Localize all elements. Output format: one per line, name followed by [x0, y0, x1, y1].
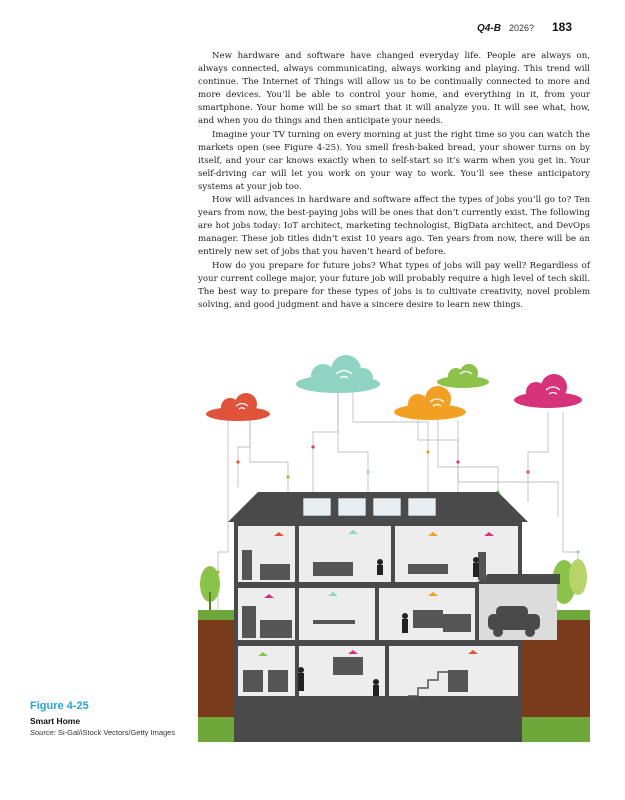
cloud-pink-icon: [514, 374, 582, 408]
smart-home-illustration: [198, 352, 590, 742]
page-number: 183: [551, 20, 572, 34]
figure-number: Figure 4-25: [30, 700, 89, 712]
running-header: [477, 20, 572, 34]
figure-caption: [30, 700, 180, 737]
cloud-teal-icon: [296, 355, 380, 393]
source-text: Si-Gal/iStock Vectors/Getty Images: [57, 728, 176, 737]
source-label: Source:: [30, 728, 56, 737]
section-label: Q4-B: [477, 23, 501, 34]
paragraph-3: How will advances in hardware and software affect the types of jobs you’ll go to? Ten years from now, the best-paying jobs will be ones that don’t currently exist. The following are hot jobs today: IoT architect, marketing technologist, BigData architect, and DevOps manager. These job titles didn’t exist 10 years ago. Ten years from now, there will be an entirely new set of jobs that you haven’t heard of before.: [198, 195, 590, 258]
garage-roof: [475, 574, 560, 584]
cloud-orange-icon: [394, 386, 466, 420]
cloud-green-icon: [437, 364, 489, 388]
figure-source: [30, 728, 180, 737]
paragraph-1: New hardware and software have changed everyday life. People are always on, always connected, always communicating, always working and playing. This trend will continue. The Internet of Things will allow us to be continually connected to more and more devices. You’ll be able to control your home, and everything in it, from your smartphone. Your home will be so smart that it will analyze you. It will see what, how, and when you do things and then anticipate your needs.: [198, 51, 590, 127]
trees-left: [200, 566, 220, 610]
paragraph-4: How do you prepare for future jobs? What types of jobs will pay well? Regardless of your current college major, your future job will probably require a high level of tech skill. The best way to prepare for these types of jobs is to cultivate creativity, novel problem solving, and good judgment and have a sincere desire to learn new things.: [198, 260, 590, 310]
body-text: [198, 50, 590, 312]
figure-title: Smart Home: [30, 716, 81, 726]
cloud-red-icon: [206, 393, 270, 421]
section-question: 2026?: [508, 23, 534, 33]
paragraph-2: Imagine your TV turning on every morning at just the right time so you can watch the markets open (see Figure 4-25). You smell fresh-baked bread, your shower turns on by itself, and your car knows exactly when to self-start so it’s warm when you get in. Your self-driving car will let you work on your way to work. You’ll see these anticipatory systems at your job too.: [198, 129, 590, 192]
